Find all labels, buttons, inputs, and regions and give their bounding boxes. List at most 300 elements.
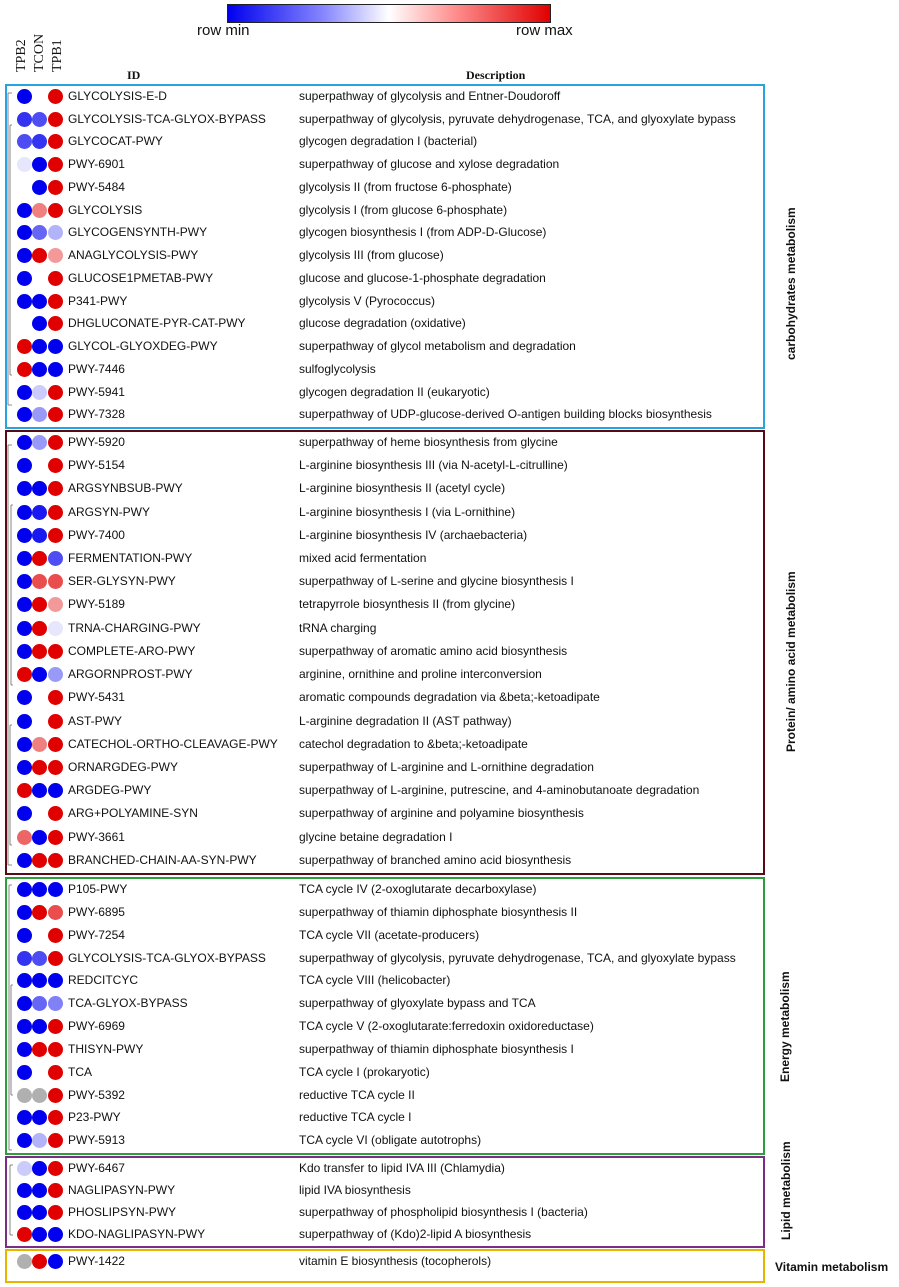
heatmap-cell-tcon <box>32 1042 47 1057</box>
pathway-id: PWY-5154 <box>68 458 125 472</box>
table-row <box>0 756 899 779</box>
pathway-description: superpathway of UDP-glucose-derived O-antigen building blocks biosynthesis <box>299 407 712 421</box>
heatmap-cell-tpb1 <box>48 112 63 127</box>
pathway-description: superpathway of (Kdo)2-lipid A biosynthesis <box>299 1227 532 1241</box>
pathway-description: L-arginine biosynthesis I (via L-ornithine) <box>299 505 516 519</box>
table-row <box>0 1084 899 1107</box>
pathway-id: COMPLETE-ARO-PWY <box>68 644 196 658</box>
pathway-description: catechol degradation to &beta;-ketoadipate <box>299 737 528 751</box>
heatmap-cell-tpb2 <box>17 89 32 104</box>
heatmap-cell-tcon <box>32 362 47 377</box>
table-row <box>0 221 899 244</box>
heatmap-cell-tpb1 <box>48 644 63 659</box>
heatmap-cell-tcon <box>32 528 47 543</box>
heatmap-cell-tpb1 <box>48 294 63 309</box>
heatmap-cell-tpb1 <box>48 1133 63 1148</box>
heatmap-cell-tpb1 <box>48 714 63 729</box>
heatmap-cell-tcon <box>32 905 47 920</box>
heatmap-cell-tpb2 <box>17 1133 32 1148</box>
table-row <box>0 381 899 404</box>
heatmap-cell-tcon <box>32 737 47 752</box>
pathway-id: AST-PWY <box>68 714 123 728</box>
pathway-description: TCA cycle V (2-oxoglutarate:ferredoxin oxidoreductase) <box>299 1019 594 1033</box>
pathway-id: TCA-GLYOX-BYPASS <box>68 996 188 1010</box>
group-label-lipid-metabolism: Lipid metabolism <box>779 1141 793 1240</box>
heatmap-cell-tpb2 <box>17 783 32 798</box>
table-row <box>0 802 899 825</box>
heatmap-cell-tcon <box>32 458 47 473</box>
table-row <box>0 1106 899 1129</box>
heatmap-cell-tpb1 <box>48 621 63 636</box>
heatmap-cell-tpb2 <box>17 760 32 775</box>
heatmap-cell-tpb2 <box>17 667 32 682</box>
pathway-description: mixed acid fermentation <box>299 551 427 565</box>
heatmap-cell-tpb1 <box>48 528 63 543</box>
heatmap-cell-tcon <box>32 294 47 309</box>
heatmap-cell-tpb2 <box>17 882 32 897</box>
pathway-id: KDO-NAGLIPASYN-PWY <box>68 1227 206 1241</box>
table-row <box>0 454 899 477</box>
pathway-description: glycolysis III (from glucose) <box>299 248 444 262</box>
heatmap-cell-tpb2 <box>17 180 32 195</box>
pathway-description: superpathway of phospholipid biosynthesis I (bacteria) <box>299 1205 588 1219</box>
pathway-description: superpathway of branched amino acid biosynthesis <box>299 853 572 867</box>
pathway-id: GLYCOLYSIS-TCA-GLYOX-BYPASS <box>68 951 266 965</box>
heatmap-cell-tcon <box>32 760 47 775</box>
pathway-id: CATECHOL-ORTHO-CLEAVAGE-PWY <box>68 737 278 751</box>
pathway-description: superpathway of glycolysis and Entner-Doudoroff <box>299 89 561 103</box>
heatmap-cell-tpb1 <box>48 1110 63 1125</box>
heatmap-cell-tpb1 <box>48 458 63 473</box>
heatmap-cell-tpb2 <box>17 928 32 943</box>
table-row <box>0 477 899 500</box>
group-label-energy-metabolism: Energy metabolism <box>778 971 792 1082</box>
heatmap-cell-tpb2 <box>17 853 32 868</box>
pathway-id: TCA <box>68 1065 92 1079</box>
pathway-description: lipid IVA biosynthesis <box>299 1183 411 1197</box>
pathway-id: SER-GLYSYN-PWY <box>68 574 176 588</box>
table-row <box>0 335 899 358</box>
heatmap-cell-tcon <box>32 112 47 127</box>
heatmap-cell-tcon <box>32 644 47 659</box>
legend-min-label: row min <box>197 22 250 39</box>
heatmap-cell-tcon <box>32 481 47 496</box>
table-row <box>0 849 899 872</box>
pathway-description: superpathway of thiamin diphosphate biosynthesis I <box>299 1042 574 1056</box>
heatmap-cell-tpb2 <box>17 1088 32 1103</box>
table-row <box>0 312 899 335</box>
table-row <box>0 1201 899 1224</box>
pathway-description: TCA cycle VII (acetate-producers) <box>299 928 480 942</box>
table-row <box>0 1061 899 1084</box>
heatmap-cell-tpb2 <box>17 621 32 636</box>
column-label-tcon: TCON <box>32 33 47 72</box>
table-row <box>0 176 899 199</box>
pathway-id: ARGSYN-PWY <box>68 505 151 519</box>
heatmap-cell-tcon <box>32 574 47 589</box>
heatmap-cell-tpb1 <box>48 905 63 920</box>
heatmap-cell-tpb2 <box>17 112 32 127</box>
heatmap-cell-tcon <box>32 996 47 1011</box>
heatmap-cell-tpb2 <box>17 294 32 309</box>
heatmap-cell-tcon <box>32 1205 47 1220</box>
pathway-id: PWY-5920 <box>68 435 125 449</box>
table-row <box>0 969 899 992</box>
pathway-id: ORNARGDEG-PWY <box>68 760 179 774</box>
pathway-description: reductive TCA cycle II <box>299 1088 415 1102</box>
pathway-description: superpathway of L-arginine, putrescine, and 4-aminobutanoate degradation <box>299 783 700 797</box>
heatmap-cell-tpb1 <box>48 597 63 612</box>
heatmap-cell-tcon <box>32 597 47 612</box>
heatmap-cell-tcon <box>32 1110 47 1125</box>
heatmap-cell-tcon <box>32 1065 47 1080</box>
heatmap-cell-tpb1 <box>48 225 63 240</box>
heatmap-cell-tcon <box>32 157 47 172</box>
column-label-tpb2: TPB2 <box>14 39 29 72</box>
pathway-description: glucose degradation (oxidative) <box>299 316 466 330</box>
group-label-carbohydrates-metabolism: carbohydrates metabolism <box>784 207 798 360</box>
heatmap-cell-tpb1 <box>48 1161 63 1176</box>
table-row <box>0 547 899 570</box>
pathway-id: PWY-1422 <box>68 1254 125 1268</box>
pathway-id: PWY-6467 <box>68 1161 125 1175</box>
heatmap-cell-tpb1 <box>48 407 63 422</box>
heatmap-cell-tpb1 <box>48 362 63 377</box>
heatmap-cell-tcon <box>32 1227 47 1242</box>
table-row <box>0 403 899 426</box>
pathway-description: superpathway of L-arginine and L-ornithine degradation <box>299 760 594 774</box>
table-row <box>0 1250 899 1273</box>
pathway-id: PWY-5431 <box>68 690 125 704</box>
id-column-header: ID <box>127 68 141 82</box>
heatmap-cell-tpb1 <box>48 783 63 798</box>
pathway-id: PWY-5913 <box>68 1133 125 1147</box>
heatmap-cell-tpb1 <box>48 551 63 566</box>
group-label-protein-amino-acid-metabolism: Protein/ amino acid metabolism <box>784 571 798 752</box>
heatmap-cell-tpb1 <box>48 134 63 149</box>
heatmap-cell-tcon <box>32 203 47 218</box>
pathway-description: tetrapyrrole biosynthesis II (from glycine) <box>299 597 516 611</box>
table-row <box>0 640 899 663</box>
heatmap-cell-tpb1 <box>48 996 63 1011</box>
pathway-description: L-arginine biosynthesis II (acetyl cycle) <box>299 481 506 495</box>
heatmap-cell-tcon <box>32 1088 47 1103</box>
table-row <box>0 267 899 290</box>
table-row <box>0 901 899 924</box>
heatmap-cell-tcon <box>32 1254 47 1269</box>
pathway-id: NAGLIPASYN-PWY <box>68 1183 176 1197</box>
heatmap-cell-tpb2 <box>17 690 32 705</box>
heatmap-cell-tpb1 <box>48 690 63 705</box>
pathway-id: PWY-7254 <box>68 928 125 942</box>
pathway-description: glycolysis II (from fructose 6-phosphate) <box>299 180 512 194</box>
heatmap-cell-tcon <box>32 951 47 966</box>
heatmap-cell-tpb2 <box>17 362 32 377</box>
heatmap-cell-tpb2 <box>17 714 32 729</box>
heatmap-cell-tpb2 <box>17 973 32 988</box>
heatmap-cell-tpb2 <box>17 134 32 149</box>
table-row <box>0 244 899 267</box>
pathway-id: PHOSLIPSYN-PWY <box>68 1205 177 1219</box>
heatmap-cell-tcon <box>32 1019 47 1034</box>
pathway-description: arginine, ornithine and proline interconversion <box>299 667 542 681</box>
pathway-id: P105-PWY <box>68 882 128 896</box>
table-row <box>0 153 899 176</box>
pathway-description: aromatic compounds degradation via &beta;-ketoadipate <box>299 690 600 704</box>
table-row <box>0 199 899 222</box>
pathway-description: L-arginine biosynthesis III (via N-acetyl-L-citrulline) <box>299 458 568 472</box>
pathway-description: TCA cycle VI (obligate autotrophs) <box>299 1133 482 1147</box>
pathway-description: glycolysis I (from glucose 6-phosphate) <box>299 203 508 217</box>
heatmap-cell-tcon <box>32 667 47 682</box>
heatmap-cell-tcon <box>32 339 47 354</box>
heatmap-cell-tcon <box>32 180 47 195</box>
heatmap-cell-tcon <box>32 853 47 868</box>
table-row <box>0 431 899 454</box>
column-label-tpb1: TPB1 <box>50 39 65 72</box>
heatmap-cell-tpb1 <box>48 339 63 354</box>
heatmap-cell-tpb2 <box>17 1161 32 1176</box>
pathway-description: glycolysis V (Pyrococcus) <box>299 294 436 308</box>
heatmap-cell-tpb2 <box>17 597 32 612</box>
pathway-description: Kdo transfer to lipid IVA III (Chlamydia) <box>299 1161 505 1175</box>
table-row <box>0 686 899 709</box>
pathway-description: glucose and glucose-1-phosphate degradation <box>299 271 546 285</box>
heatmap-cell-tpb1 <box>48 385 63 400</box>
table-row <box>0 501 899 524</box>
table-row <box>0 1223 899 1246</box>
pathway-id: GLYCOLYSIS-E-D <box>68 89 167 103</box>
heatmap-cell-tpb2 <box>17 157 32 172</box>
pathway-id: PWY-7446 <box>68 362 125 376</box>
heatmap-cell-tcon <box>32 783 47 798</box>
pathway-description: glycogen degradation I (bacterial) <box>299 134 478 148</box>
pathway-description: glycogen biosynthesis I (from ADP-D-Glucose) <box>299 225 547 239</box>
heatmap-cell-tcon <box>32 435 47 450</box>
heatmap-cell-tpb1 <box>48 1019 63 1034</box>
heatmap-cell-tpb1 <box>48 830 63 845</box>
pathway-description: superpathway of arginine and polyamine biosynthesis <box>299 806 584 820</box>
heatmap-cell-tpb1 <box>48 951 63 966</box>
heatmap-cell-tpb2 <box>17 505 32 520</box>
heatmap-cell-tpb2 <box>17 996 32 1011</box>
heatmap-cell-tpb2 <box>17 1065 32 1080</box>
table-row <box>0 1179 899 1202</box>
table-row <box>0 1015 899 1038</box>
pathway-description: superpathway of glycolysis, pyruvate dehydrogenase, TCA, and glyoxylate bypass <box>299 112 736 126</box>
pathway-description: superpathway of glyoxylate bypass and TCA <box>299 996 536 1010</box>
pathway-id: ANAGLYCOLYSIS-PWY <box>68 248 199 262</box>
pathway-id: PWY-5392 <box>68 1088 125 1102</box>
heatmap-cell-tcon <box>32 714 47 729</box>
pathway-id: PWY-5941 <box>68 385 125 399</box>
table-row <box>0 570 899 593</box>
heatmap-cell-tpb1 <box>48 89 63 104</box>
pathway-id: THISYN-PWY <box>68 1042 144 1056</box>
pathway-description: superpathway of L-serine and glycine biosynthesis I <box>299 574 574 588</box>
pathway-id: P341-PWY <box>68 294 128 308</box>
heatmap-cell-tpb1 <box>48 248 63 263</box>
heatmap-cell-tpb2 <box>17 737 32 752</box>
pathway-description: L-arginine biosynthesis IV (archaebacteria) <box>299 528 528 542</box>
pathway-id: PWY-6895 <box>68 905 125 919</box>
heatmap-cell-tcon <box>32 134 47 149</box>
heatmap-cell-tpb2 <box>17 806 32 821</box>
heatmap-cell-tcon <box>32 225 47 240</box>
heatmap-cell-tcon <box>32 316 47 331</box>
pathway-id: PWY-6901 <box>68 157 125 171</box>
heatmap-cell-tpb2 <box>17 574 32 589</box>
table-row <box>0 878 899 901</box>
table-row <box>0 947 899 970</box>
pathway-id: PWY-5484 <box>68 180 125 194</box>
heatmap-cell-tpb1 <box>48 882 63 897</box>
heatmap-cell-tcon <box>32 271 47 286</box>
pathway-description: sulfoglycolysis <box>299 362 376 376</box>
heatmap-cell-tcon <box>32 551 47 566</box>
table-row <box>0 85 899 108</box>
table-row <box>0 826 899 849</box>
pathway-id: ARGDEG-PWY <box>68 783 152 797</box>
table-row <box>0 358 899 381</box>
heatmap-cell-tpb1 <box>48 1183 63 1198</box>
heatmap-cell-tpb1 <box>48 1205 63 1220</box>
heatmap-cell-tpb2 <box>17 339 32 354</box>
color-scale-bar <box>227 4 551 23</box>
pathway-description: superpathway of glycolysis, pyruvate dehydrogenase, TCA, and glyoxylate bypass <box>299 951 736 965</box>
pathway-id: ARGSYNBSUB-PWY <box>68 481 183 495</box>
table-row <box>0 710 899 733</box>
heatmap-cell-tcon <box>32 248 47 263</box>
table-row <box>0 108 899 131</box>
heatmap-cell-tpb2 <box>17 458 32 473</box>
pathway-description: superpathway of aromatic amino acid biosynthesis <box>299 644 568 658</box>
table-row <box>0 992 899 1015</box>
pathway-id: GLYCOGENSYNTH-PWY <box>68 225 208 239</box>
heatmap-cell-tpb1 <box>48 1065 63 1080</box>
pathway-description: glycogen degradation II (eukaryotic) <box>299 385 490 399</box>
heatmap-cell-tpb2 <box>17 385 32 400</box>
heatmap-cell-tpb1 <box>48 481 63 496</box>
heatmap-cell-tpb1 <box>48 157 63 172</box>
pathway-id: GLUCOSE1PMETAB-PWY <box>68 271 214 285</box>
pathway-description: vitamin E biosynthesis (tocopherols) <box>299 1254 492 1268</box>
table-row <box>0 779 899 802</box>
heatmap-cell-tpb2 <box>17 905 32 920</box>
heatmap-cell-tpb1 <box>48 1088 63 1103</box>
pathway-description: glycine betaine degradation I <box>299 830 453 844</box>
pathway-description: superpathway of glucose and xylose degradation <box>299 157 560 171</box>
pathway-id: REDCITCYC <box>68 973 139 987</box>
pathway-description: superpathway of glycol metabolism and degradation <box>299 339 576 353</box>
heatmap-cell-tpb1 <box>48 928 63 943</box>
heatmap-cell-tpb2 <box>17 248 32 263</box>
heatmap-cell-tpb2 <box>17 1042 32 1057</box>
pathway-description: superpathway of heme biosynthesis from glycine <box>299 435 558 449</box>
pathway-id: GLYCOLYSIS <box>68 203 143 217</box>
heatmap-cell-tpb1 <box>48 760 63 775</box>
heatmap-cell-tpb2 <box>17 551 32 566</box>
pathway-description: TCA cycle IV (2-oxoglutarate decarboxylase) <box>299 882 537 896</box>
heatmap-cell-tpb1 <box>48 1254 63 1269</box>
pathway-id: TRNA-CHARGING-PWY <box>68 621 201 635</box>
group-label-vitamin-metabolism: Vitamin metabolism <box>775 1260 889 1274</box>
heatmap-cell-tpb2 <box>17 951 32 966</box>
heatmap-cell-tpb1 <box>48 667 63 682</box>
heatmap-cell-tcon <box>32 973 47 988</box>
heatmap-cell-tpb1 <box>48 806 63 821</box>
heatmap-cell-tcon <box>32 806 47 821</box>
description-column-header: Description <box>466 68 526 82</box>
pathway-description: L-arginine degradation II (AST pathway) <box>299 714 512 728</box>
pathway-id: GLYCOLYSIS-TCA-GLYOX-BYPASS <box>68 112 266 126</box>
pathway-description: reductive TCA cycle I <box>299 1110 412 1124</box>
heatmap-cell-tpb1 <box>48 574 63 589</box>
heatmap-cell-tcon <box>32 385 47 400</box>
heatmap-cell-tcon <box>32 882 47 897</box>
heatmap-cell-tcon <box>32 1161 47 1176</box>
heatmap-cell-tpb1 <box>48 853 63 868</box>
heatmap-cell-tpb2 <box>17 481 32 496</box>
heatmap-cell-tpb1 <box>48 973 63 988</box>
heatmap-cell-tpb2 <box>17 435 32 450</box>
pathway-id: P23-PWY <box>68 1110 121 1124</box>
heatmap-cell-tpb1 <box>48 271 63 286</box>
heatmap-cell-tpb2 <box>17 1254 32 1269</box>
pathway-id: PWY-3661 <box>68 830 125 844</box>
pathway-id: PWY-5189 <box>68 597 125 611</box>
heatmap-cell-tcon <box>32 89 47 104</box>
heatmap-cell-tpb2 <box>17 528 32 543</box>
heatmap-cell-tpb1 <box>48 1227 63 1242</box>
pathway-id: PWY-7328 <box>68 407 125 421</box>
heatmap-cell-tcon <box>32 505 47 520</box>
table-row <box>0 1038 899 1061</box>
heatmap-cell-tpb1 <box>48 737 63 752</box>
heatmap-cell-tcon <box>32 621 47 636</box>
pathway-id: FERMENTATION-PWY <box>68 551 193 565</box>
heatmap-cell-tpb2 <box>17 1019 32 1034</box>
heatmap-cell-tcon <box>32 1183 47 1198</box>
pathway-id: BRANCHED-CHAIN-AA-SYN-PWY <box>68 853 257 867</box>
table-row <box>0 290 899 313</box>
heatmap-cell-tcon <box>32 690 47 705</box>
heatmap-cell-tcon <box>32 1133 47 1148</box>
heatmap-cell-tpb2 <box>17 271 32 286</box>
heatmap-cell-tpb2 <box>17 644 32 659</box>
heatmap-cell-tpb1 <box>48 316 63 331</box>
pathway-description: TCA cycle I (prokaryotic) <box>299 1065 430 1079</box>
heatmap-cell-tpb2 <box>17 203 32 218</box>
heatmap-cell-tpb2 <box>17 1183 32 1198</box>
table-row <box>0 733 899 756</box>
table-row <box>0 524 899 547</box>
pathway-description: TCA cycle VIII (helicobacter) <box>299 973 451 987</box>
pathway-id: PWY-7400 <box>68 528 125 542</box>
heatmap-cell-tpb2 <box>17 1205 32 1220</box>
pathway-id: PWY-6969 <box>68 1019 125 1033</box>
table-row <box>0 130 899 153</box>
pathway-id: GLYCOCAT-PWY <box>68 134 163 148</box>
heatmap-cell-tpb2 <box>17 316 32 331</box>
pathway-id: ARG+POLYAMINE-SYN <box>68 806 198 820</box>
heatmap-cell-tpb2 <box>17 225 32 240</box>
pathway-id: ARGORNPROST-PWY <box>68 667 193 681</box>
heatmap-cell-tpb1 <box>48 505 63 520</box>
heatmap-cell-tpb2 <box>17 830 32 845</box>
pathway-id: DHGLUCONATE-PYR-CAT-PWY <box>68 316 246 330</box>
table-row <box>0 593 899 616</box>
